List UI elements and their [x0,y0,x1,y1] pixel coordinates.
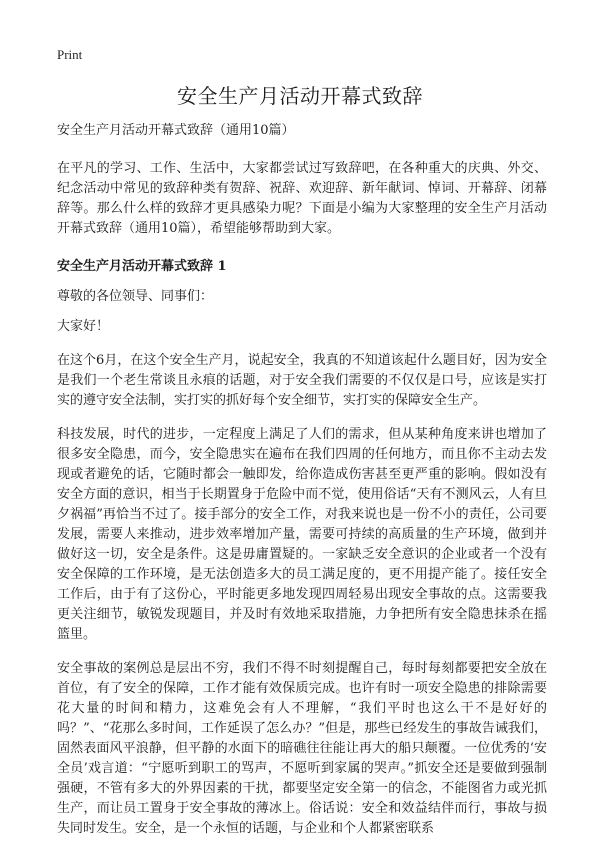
document-title: 安全生产月活动开幕式致辞 [177,84,423,108]
print-link[interactable]: Print [57,47,83,62]
document-subtitle: 安全生产月活动开幕式致辞（通用10篇） [57,123,295,138]
intro-paragraph: 在平凡的学习、工作、生活中，大家都尝试过写致辞吧，在各种重大的庆典、外交、纪念活动中常见的致辞种类有贺辞、祝辞、欢迎辞、新年献词、悼词、开幕辞、闭幕辞等。那么什么样的致辞才更具感染力呢？下面是小编为大家整理的安全生产月活动开幕式致辞（通用10篇），希望能够帮助到大家。 [57,161,547,236]
document-body [57,121,547,853]
body-paragraph-3: 安全事故的案例总是层出不穷，我们不得不时刻提醒自己，每时每刻都要把安全放在首位，有了安全的保障，工作才能有效保质完成。也许有时一项安全隐患的排除需要花大量的时间和精力，这难免会有人不理解，“我们平时也这么干不是好好的吗？”、“花那么多时间，工作延误了怎么办？”但是，那些已经发生的事故告诫我们，固然表面风平浪静，但平静的水面下的暗礁往往能让再大的船只颠覆。一位优秀的‘安全员’戏言道：“宁愿听到职工的骂声，不愿听到家属的哭声。”抓安全还是要做到强制强硬，不管有多大的外界因素的干扰，都要坚定安全第一的信念，不能图省力或光抓生产，而让员工置身于安全事故的薄冰上。俗话说：安全和效益结伴而行，事故与损失同时发生。安全，是一个永恒的话题，与企业和个人都紧密联系 [57,661,547,836]
greeting-line: 尊敬的各位领导、同事们： [57,289,214,304]
hello-line: 大家好！ [57,319,110,334]
section-heading: 安全生产月活动开幕式致辞 1 [57,259,227,274]
body-paragraph-1: 在这个6月，在这个安全生产月，说起安全，我真的不知道该起什么题目好，因为安全是我们一个老生常谈且永痕的话题，对于安全我们需要的不仅仅是口号，应该是实打实的遵守安全法制，实打实的抓好每个安全细节，实打实的保障安全生产。 [57,353,547,408]
body-paragraph-2: 科技发展，时代的进步，一定程度上满足了人们的需求，但从某种角度来讲也增加了很多安全隐患，而今，安全隐患实在遍布在我们四周的任何地方，而且你不主动去发现或者避免的话，它随时都会一触即发，给你造成伤害甚至更严重的影响。假如没有安全方面的意识，相当于长期置身于危险中而不觉，使用俗话“天有不测风云，人有旦夕祸福”再恰当不过了。接手部分的安全工作，对我来说也是一份不小的责任，公司要发展，需要人来推动，进步效率增加产量，需要可持续的高质量的生产环境，做到并做好这一切，安全是条件。这是毋庸置疑的。一家缺乏安全意识的企业或者一个没有安全保障的工作环境，是无法创造多大的员工满足度的，更不用提产能了。接任安全工作后，由于有了这份心，平时能更多地发现四周轻易出现安全事故的点。这需要我更关注细节，敏锐发现题目，并及时有效地采取措施，力争把所有安全隐患抹杀在摇篮里。 [57,427,547,642]
